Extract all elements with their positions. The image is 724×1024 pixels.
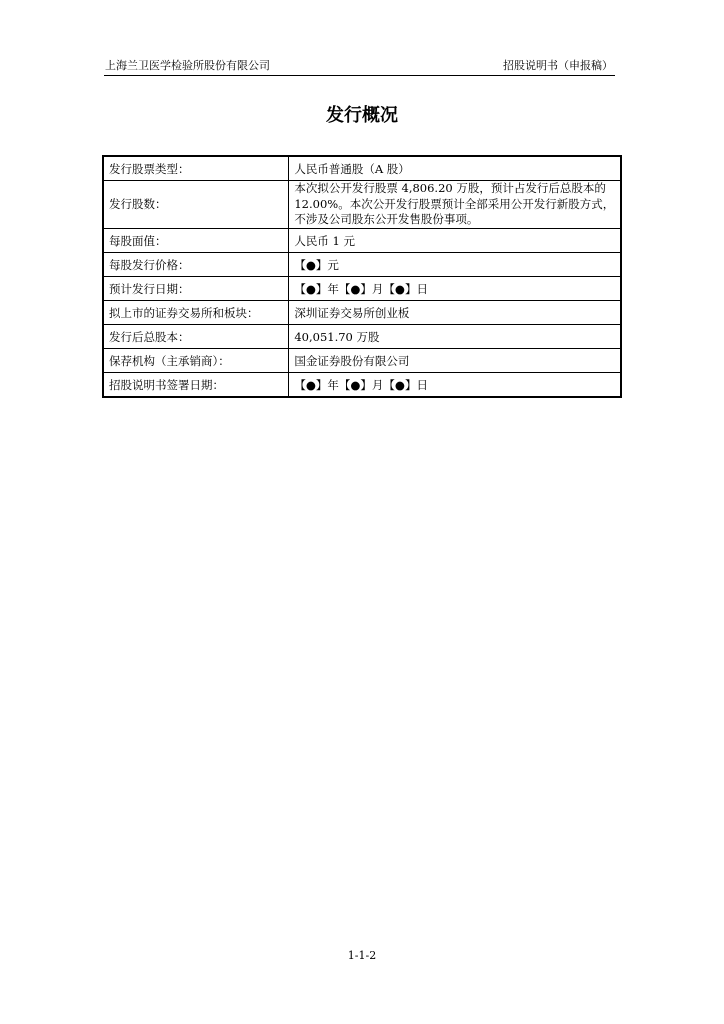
row-value: 本次拟公开发行股票 4,806.20 万股，预计占发行后总股本的 12.00%。本次公开发行股票预计全部采用公开发行新股方式，不涉及公司股东公开发售股份事项。 — [289, 181, 621, 229]
row-value: 国金证券股份有限公司 — [289, 349, 621, 373]
table-row-par-value — [103, 229, 621, 253]
page-header — [104, 58, 615, 76]
issuance-overview-table — [102, 155, 622, 398]
page-title: 发行概况 — [326, 105, 398, 126]
table-row-stock-type — [103, 156, 621, 181]
table-row-total-shares — [103, 325, 621, 349]
row-label: 每股面值： — [103, 229, 289, 253]
table-row-signing-date — [103, 373, 621, 398]
row-label: 发行股票类型： — [103, 156, 289, 181]
row-value: 深圳证券交易所创业板 — [289, 301, 621, 325]
row-label: 每股发行价格： — [103, 253, 289, 277]
table-row-issue-price — [103, 253, 621, 277]
table-row-exchange — [103, 301, 621, 325]
row-label: 发行股数： — [103, 181, 289, 229]
page-number: 1-1-2 — [347, 949, 377, 962]
table-row-share-count — [103, 181, 621, 229]
row-label: 发行后总股本： — [103, 325, 289, 349]
row-value: 【●】年【●】月【●】日 — [289, 277, 621, 301]
row-value: 【●】年【●】月【●】日 — [289, 373, 621, 398]
row-label: 预计发行日期： — [103, 277, 289, 301]
row-label: 保荐机构（主承销商）： — [103, 349, 289, 373]
document-name: 招股说明书（申报稿） — [503, 59, 613, 72]
row-value: 【●】元 — [289, 253, 621, 277]
table-row-issue-date — [103, 277, 621, 301]
row-value: 40,051.70 万股 — [289, 325, 621, 349]
table-row-sponsor — [103, 349, 621, 373]
row-label: 拟上市的证券交易所和板块： — [103, 301, 289, 325]
row-label: 招股说明书签署日期： — [103, 373, 289, 398]
row-value: 人民币普通股（A 股） — [289, 156, 621, 181]
company-name: 上海兰卫医学检验所股份有限公司 — [105, 59, 270, 72]
row-value: 人民币 1 元 — [289, 229, 621, 253]
